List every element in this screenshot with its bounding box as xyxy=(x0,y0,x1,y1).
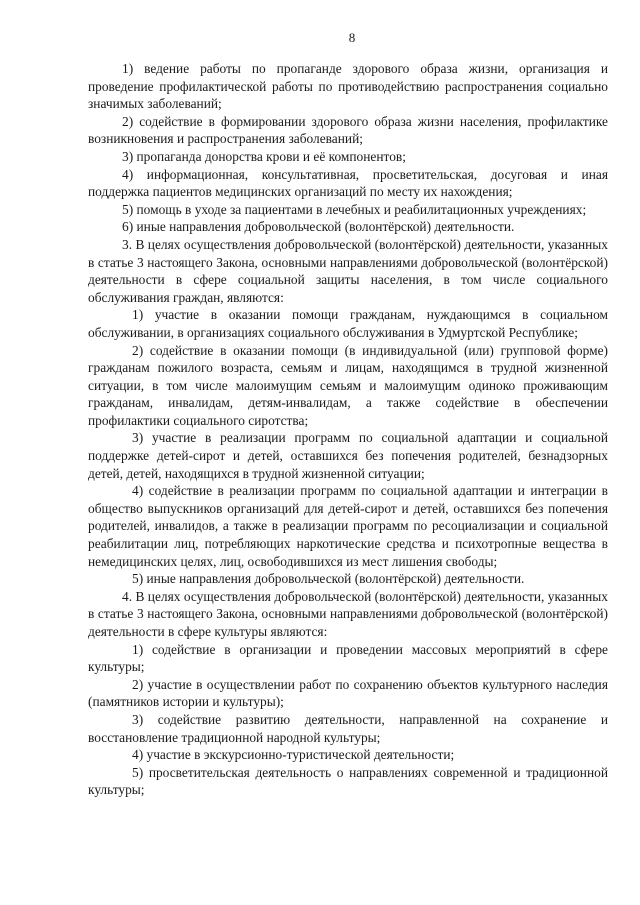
section-paragraph: 4. В целях осуществления добровольческой (волонтёрской) деятельности, указанных в статье 3 настоящего Закона, основными направлениями добровольческой (волонтёрской) деятельности в сфере культуры являются: xyxy=(88,588,608,639)
list-item: 2) содействие в формировании здорового образа жизни населения, профилактике возникновения и распространения заболеваний; xyxy=(88,113,608,147)
list-item: 1) содействие в организации и проведении массовых мероприятий в сфере культуры; xyxy=(88,641,608,675)
list-item: 1) ведение работы по пропаганде здорового образа жизни, организация и проведение профилактической работы по противодействию распространения социально значимых заболеваний; xyxy=(88,61,608,112)
document-body xyxy=(88,60,608,799)
list-item: 5) просветительская деятельность о направлениях современной и традиционной культуры; xyxy=(88,764,608,798)
list-item: 2) участие в осуществлении работ по сохранению объектов культурного наследия (памятников истории и культуры); xyxy=(88,676,608,710)
list-item: 2) содействие в оказании помощи (в индивидуальной (или) групповой форме) гражданам пожилого возраста, семьям и лицам, находящимся в трудной жизненной ситуации, в том числе малоимущим семьям и малоимущим одиноко проживающим гражданам, инвалидам, детям-инвалидам, а также содействие в обеспечении профилактики социального сиротства; xyxy=(88,342,608,428)
list-item: 4) содействие в реализации программ по социальной адаптации и интеграции в общество выпускников организаций для детей-сирот и детей, оставшихся без попечения родителей, инвалидов, а также в реализации программ по ресоциализации и социальной реабилитации лиц, потребляющих наркотические средства и психотропные вещества в немедицинских целях, лиц, освободившихся из мест лишения свободы; xyxy=(88,483,608,569)
list-item: 1) участие в оказании помощи гражданам, нуждающимся в социальном обслуживании, в организациях социального обслуживания в Удмуртской Республике; xyxy=(88,307,608,340)
page-number: 8 xyxy=(348,30,356,45)
list-item: 5) помощь в уходе за пациентами в лечебных и реабилитационных учреждениях; xyxy=(122,201,587,217)
section-paragraph: 3. В целях осуществления добровольческой (волонтёрской) деятельности, указанных в статье 3 настоящего Закона, основными направлениями добровольческой (волонтёрской) деятельности в сфере социальной защиты населения, в том числе социального обслуживания граждан, являются: xyxy=(88,236,608,305)
list-item: 3) пропаганда донорства крови и её компонентов; xyxy=(122,148,406,164)
list-item: 5) иные направления добровольческой (волонтёрской) деятельности. xyxy=(132,571,525,587)
list-item: 6) иные направления добровольческой (волонтёрской) деятельности. xyxy=(122,219,515,235)
list-item: 3) участие в реализации программ по социальной адаптации и социальной поддержке детей-сирот и детей, оставшихся без попечения родителей, безнадзорных детей, детей, находящихся в трудной жизненной ситуации; xyxy=(88,430,608,481)
list-item: 4) информационная, консультативная, просветительская, досуговая и иная поддержка пациентов медицинских организаций по месту их нахождения; xyxy=(88,166,608,200)
list-item: 4) участие в экскурсионно-туристической деятельности; xyxy=(132,747,455,763)
list-item: 3) содействие развитию деятельности, направленной на сохранение и восстановление традиционной народной культуры; xyxy=(88,711,608,745)
